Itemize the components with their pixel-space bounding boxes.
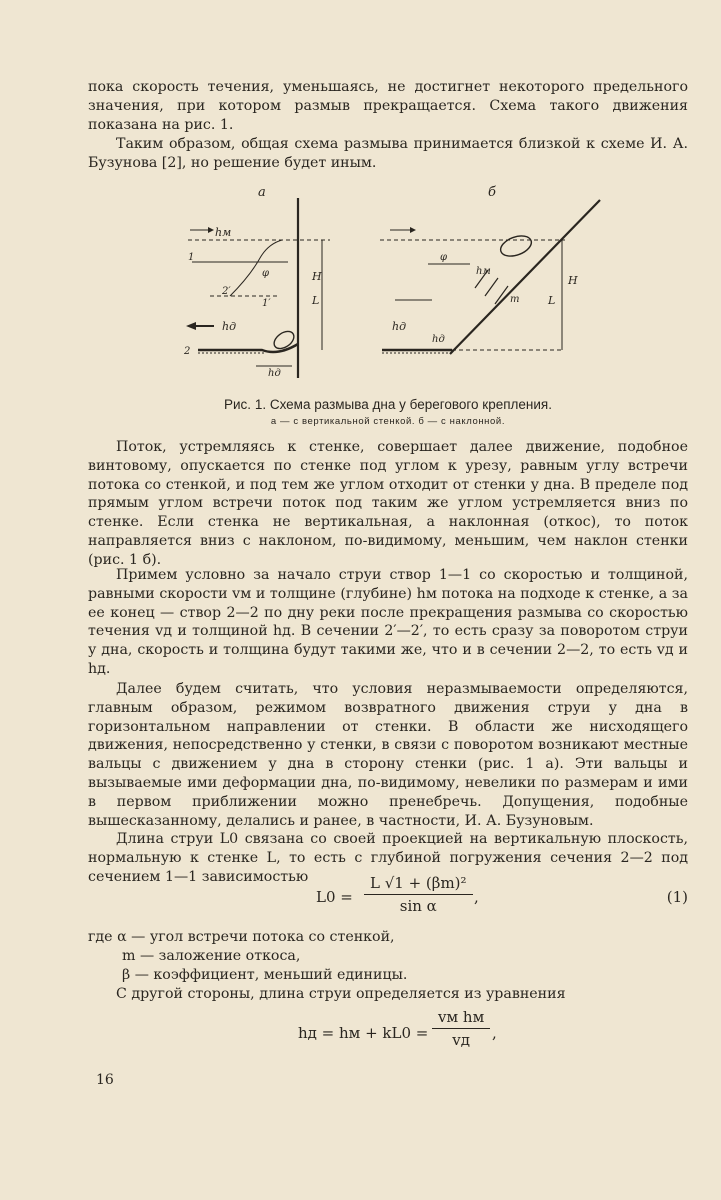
vortex-roller-a <box>271 328 297 352</box>
paragraph-7: С другой стороны, длина струи определяется из уравнения <box>116 986 566 1002</box>
equation-1-comma: , <box>474 888 479 906</box>
jet-path-a <box>230 240 282 296</box>
section-2-label-a: 2 <box>184 346 191 357</box>
H-label-a: H <box>312 270 322 283</box>
hd-label-b: hд <box>392 320 407 333</box>
paragraph-6: Длина струи L0 связана со своей проекцией на вертикальную плоскость, нормальную к стенке L, то есть с глубиной погружения сечения 2—2 под сечением 1—1 зависимостью <box>88 831 688 885</box>
figure-1-drawing <box>170 178 620 378</box>
equation-2-comma: , <box>492 1024 497 1042</box>
equation-2 <box>88 1008 688 1064</box>
paragraph-1: пока скорость течения, уменьшаясь, не достигнет некоторого предельного значения, при котором размыв прекращается. Схема такого движения показана на рис. 1. <box>88 79 688 133</box>
paragraph-5: Далее будем считать, что условия неразмываемости определяются, главным образом, режимом возвратного движения струи у дна в горизонтальном направлении от стенки. В области же нисходящего движения, непосредственно у стенки, в связи с поворотом возникают местные вальцы с движением у дна в сторону стенки (рис. 1 а). Эти вальцы и вызываемые ими деформации дна, по-видимому, невелики по размерам и ими в первом приближении можно пренебречь. Допущения, подобные вышесказанному, делались и ранее, в частности, И. А. Бузуновым. <box>88 681 688 829</box>
two-prime-label-a: 2′ <box>222 286 231 297</box>
phi-label-b: φ <box>440 252 448 263</box>
L-label-b: L <box>548 294 556 307</box>
equation-2-fraction <box>432 1008 490 1049</box>
figure-1-scour-scheme <box>170 178 620 378</box>
equation-1-number: (1) <box>666 888 688 906</box>
equation-1-denominator: sin α <box>399 897 437 915</box>
figure-subcaption: а — с вертикальной стенкой. б — с наклонной. <box>270 416 506 427</box>
paragraph-4: Примем условно за начало струи створ 1—1 со скоростью и толщиной, равными скорости vм и толщине (глубине) hм потока на подходе к стенке, а за ее конец — створ 2—2 по дну реки после прекращения размыва со скоростью течения vд и толщиной hд. В сечении 2′—2′, то есть сразу за поворотом струи у дна, скорость и толщина будут такими же, что и в сечении 2—2, то есть vд и hд. <box>88 567 688 677</box>
return-flow-arrowhead-a <box>186 322 196 330</box>
equation-1 <box>88 874 688 924</box>
figure-caption: Рис. 1. Схема размыва дна у берегового крепления. <box>224 397 552 412</box>
phi-label-a: φ <box>262 268 270 279</box>
flow-arrowhead-top-a <box>208 227 214 233</box>
paragraph-3: Поток, устремляясь к стенке, совершает далее движение, подобное винтовому, опускается по стенке под углом к урезу, равным углу встречи потока со стенкой, и под тем же углом отходит от стенки у дна. В пределе под прямым углом встречи поток под таким же углом устремляется вниз по стенке. Если стенка не вертикальная, а наклонная (откос), то поток направляется вниз с наклоном, по-видимому, меньшим, чем наклон стенки (рис. 1 б). <box>88 439 688 568</box>
definition-beta: β — коэффициент, меньший единицы. <box>122 966 408 983</box>
hd-label-a: hд <box>222 320 237 333</box>
flow-arrowhead-top-b <box>410 227 416 233</box>
L-label-a: L <box>312 294 320 307</box>
equation-1-numerator: L √1 + (βm)² <box>364 874 473 895</box>
paragraph-2: Таким образом, общая схема размыва принимается близкой к схеме И. А. Бузунова [2], но решение будет иным. <box>88 136 688 171</box>
hm-label-a: hм <box>215 226 232 239</box>
equation-1-fraction <box>364 874 473 915</box>
equation-2-lhs: hд = hм + kL0 = <box>298 1024 429 1042</box>
m-label-b: m <box>510 294 520 305</box>
hd-dimension-label-a: hд <box>268 368 281 378</box>
hd-small-label-b: hд <box>432 334 445 345</box>
page-number: 16 <box>96 1072 114 1088</box>
section-1-label-a: 1 <box>188 252 195 263</box>
panel-a-label: а <box>258 185 266 200</box>
one-prime-label-a: 1′ <box>262 298 271 309</box>
equation-2-numerator: vм hм <box>432 1008 490 1029</box>
definition-alpha: где α — угол встречи потока со стенкой, <box>88 929 395 945</box>
hm-label-b: hм <box>476 266 491 277</box>
equation-1-lhs: L0 = <box>316 888 353 906</box>
H-label-b: H <box>568 274 578 287</box>
vortex-roller-b <box>498 232 534 260</box>
definitions-list <box>88 928 688 984</box>
panel-b-label: б <box>488 185 496 200</box>
equation-2-denominator: vд <box>452 1031 470 1049</box>
definition-m: m — заложение откоса, <box>122 947 301 964</box>
